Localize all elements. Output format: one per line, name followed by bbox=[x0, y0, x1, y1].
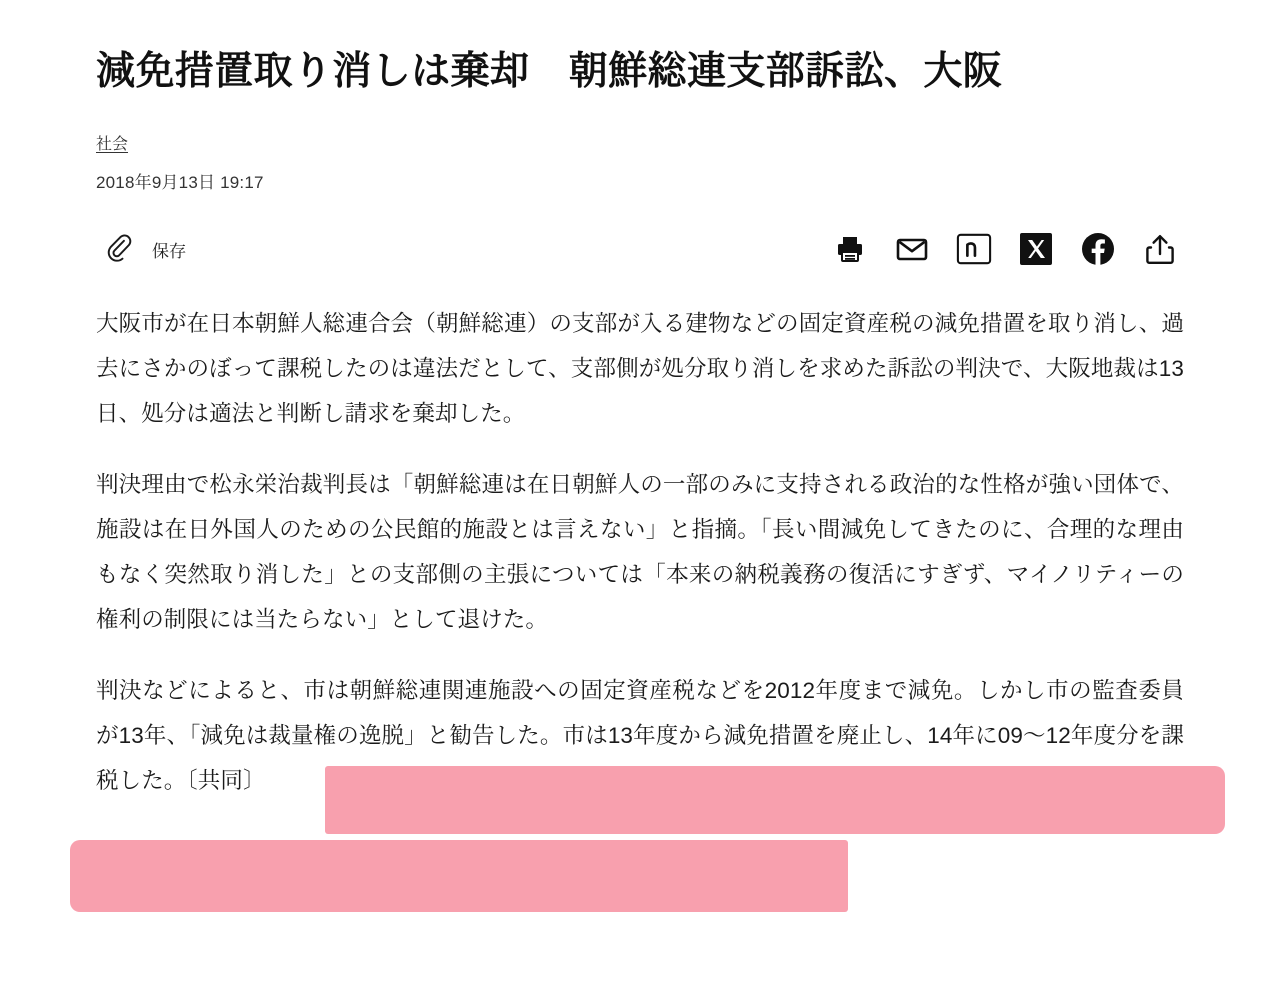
share-buttons bbox=[832, 231, 1184, 267]
facebook-icon[interactable] bbox=[1080, 231, 1116, 267]
paragraph-3 bbox=[96, 668, 1184, 803]
category-link[interactable]: 社会 bbox=[96, 136, 129, 154]
article-body bbox=[96, 301, 1184, 803]
save-label: 保存 bbox=[152, 241, 186, 261]
save-button[interactable] bbox=[96, 231, 186, 267]
paperclip-icon[interactable] bbox=[102, 231, 138, 267]
paragraph-3-lead: 判決などによると、 bbox=[96, 678, 304, 704]
publish-timestamp: 2018年9月13日 19:17 bbox=[96, 173, 264, 193]
paragraph-3-tail: 市は13年度から減免措置を廃止し、14年に09〜12年度分を課税した。〔共同〕 bbox=[96, 723, 1184, 794]
action-bar bbox=[96, 221, 1184, 277]
printer-icon[interactable] bbox=[832, 231, 868, 267]
page-title: 減免措置取り消しは棄却 朝鮮総連支部訴訟、大阪 bbox=[96, 50, 1003, 93]
paragraph-3-highlighted: 市は朝鮮総連関連施設への固定資産税などを2012年度まで減免。しかし市の監査委員が13年、「減免は裁量権の逸脱」と勧告した。 bbox=[96, 678, 1184, 749]
mail-icon[interactable] bbox=[894, 231, 930, 267]
paragraph-2: 判決理由で松永栄治裁判長は「朝鮮総連は在日朝鮮人の一部のみに支持される政治的な性格が強い団体で、施設は在日外国人のための公民館的施設とは言えない」と指摘。「長い間減免してきたのに、合理的な理由もなく突然取り消した」との支部側の主張については「本来の納税義務の復活にすぎず、マイノリティーの権利の制限には当たらない」として退けた。 bbox=[96, 472, 1184, 633]
note-icon[interactable] bbox=[956, 231, 992, 267]
paragraph-1: 大阪市が在日本朝鮮人総連合会（朝鮮総連）の支部が入る建物などの固定資産税の減免措置を取り消し、過去にさかのぼって課税したのは違法だとして、支部側が処分取り消しを求めた訴訟の判決で、大阪地裁は13日、処分は適法と判断し請求を棄却した。 bbox=[96, 311, 1184, 427]
x-twitter-icon[interactable] bbox=[1018, 231, 1054, 267]
highlight-stroke-2 bbox=[70, 840, 848, 912]
article-meta bbox=[96, 131, 1184, 193]
share-icon[interactable] bbox=[1142, 231, 1178, 267]
